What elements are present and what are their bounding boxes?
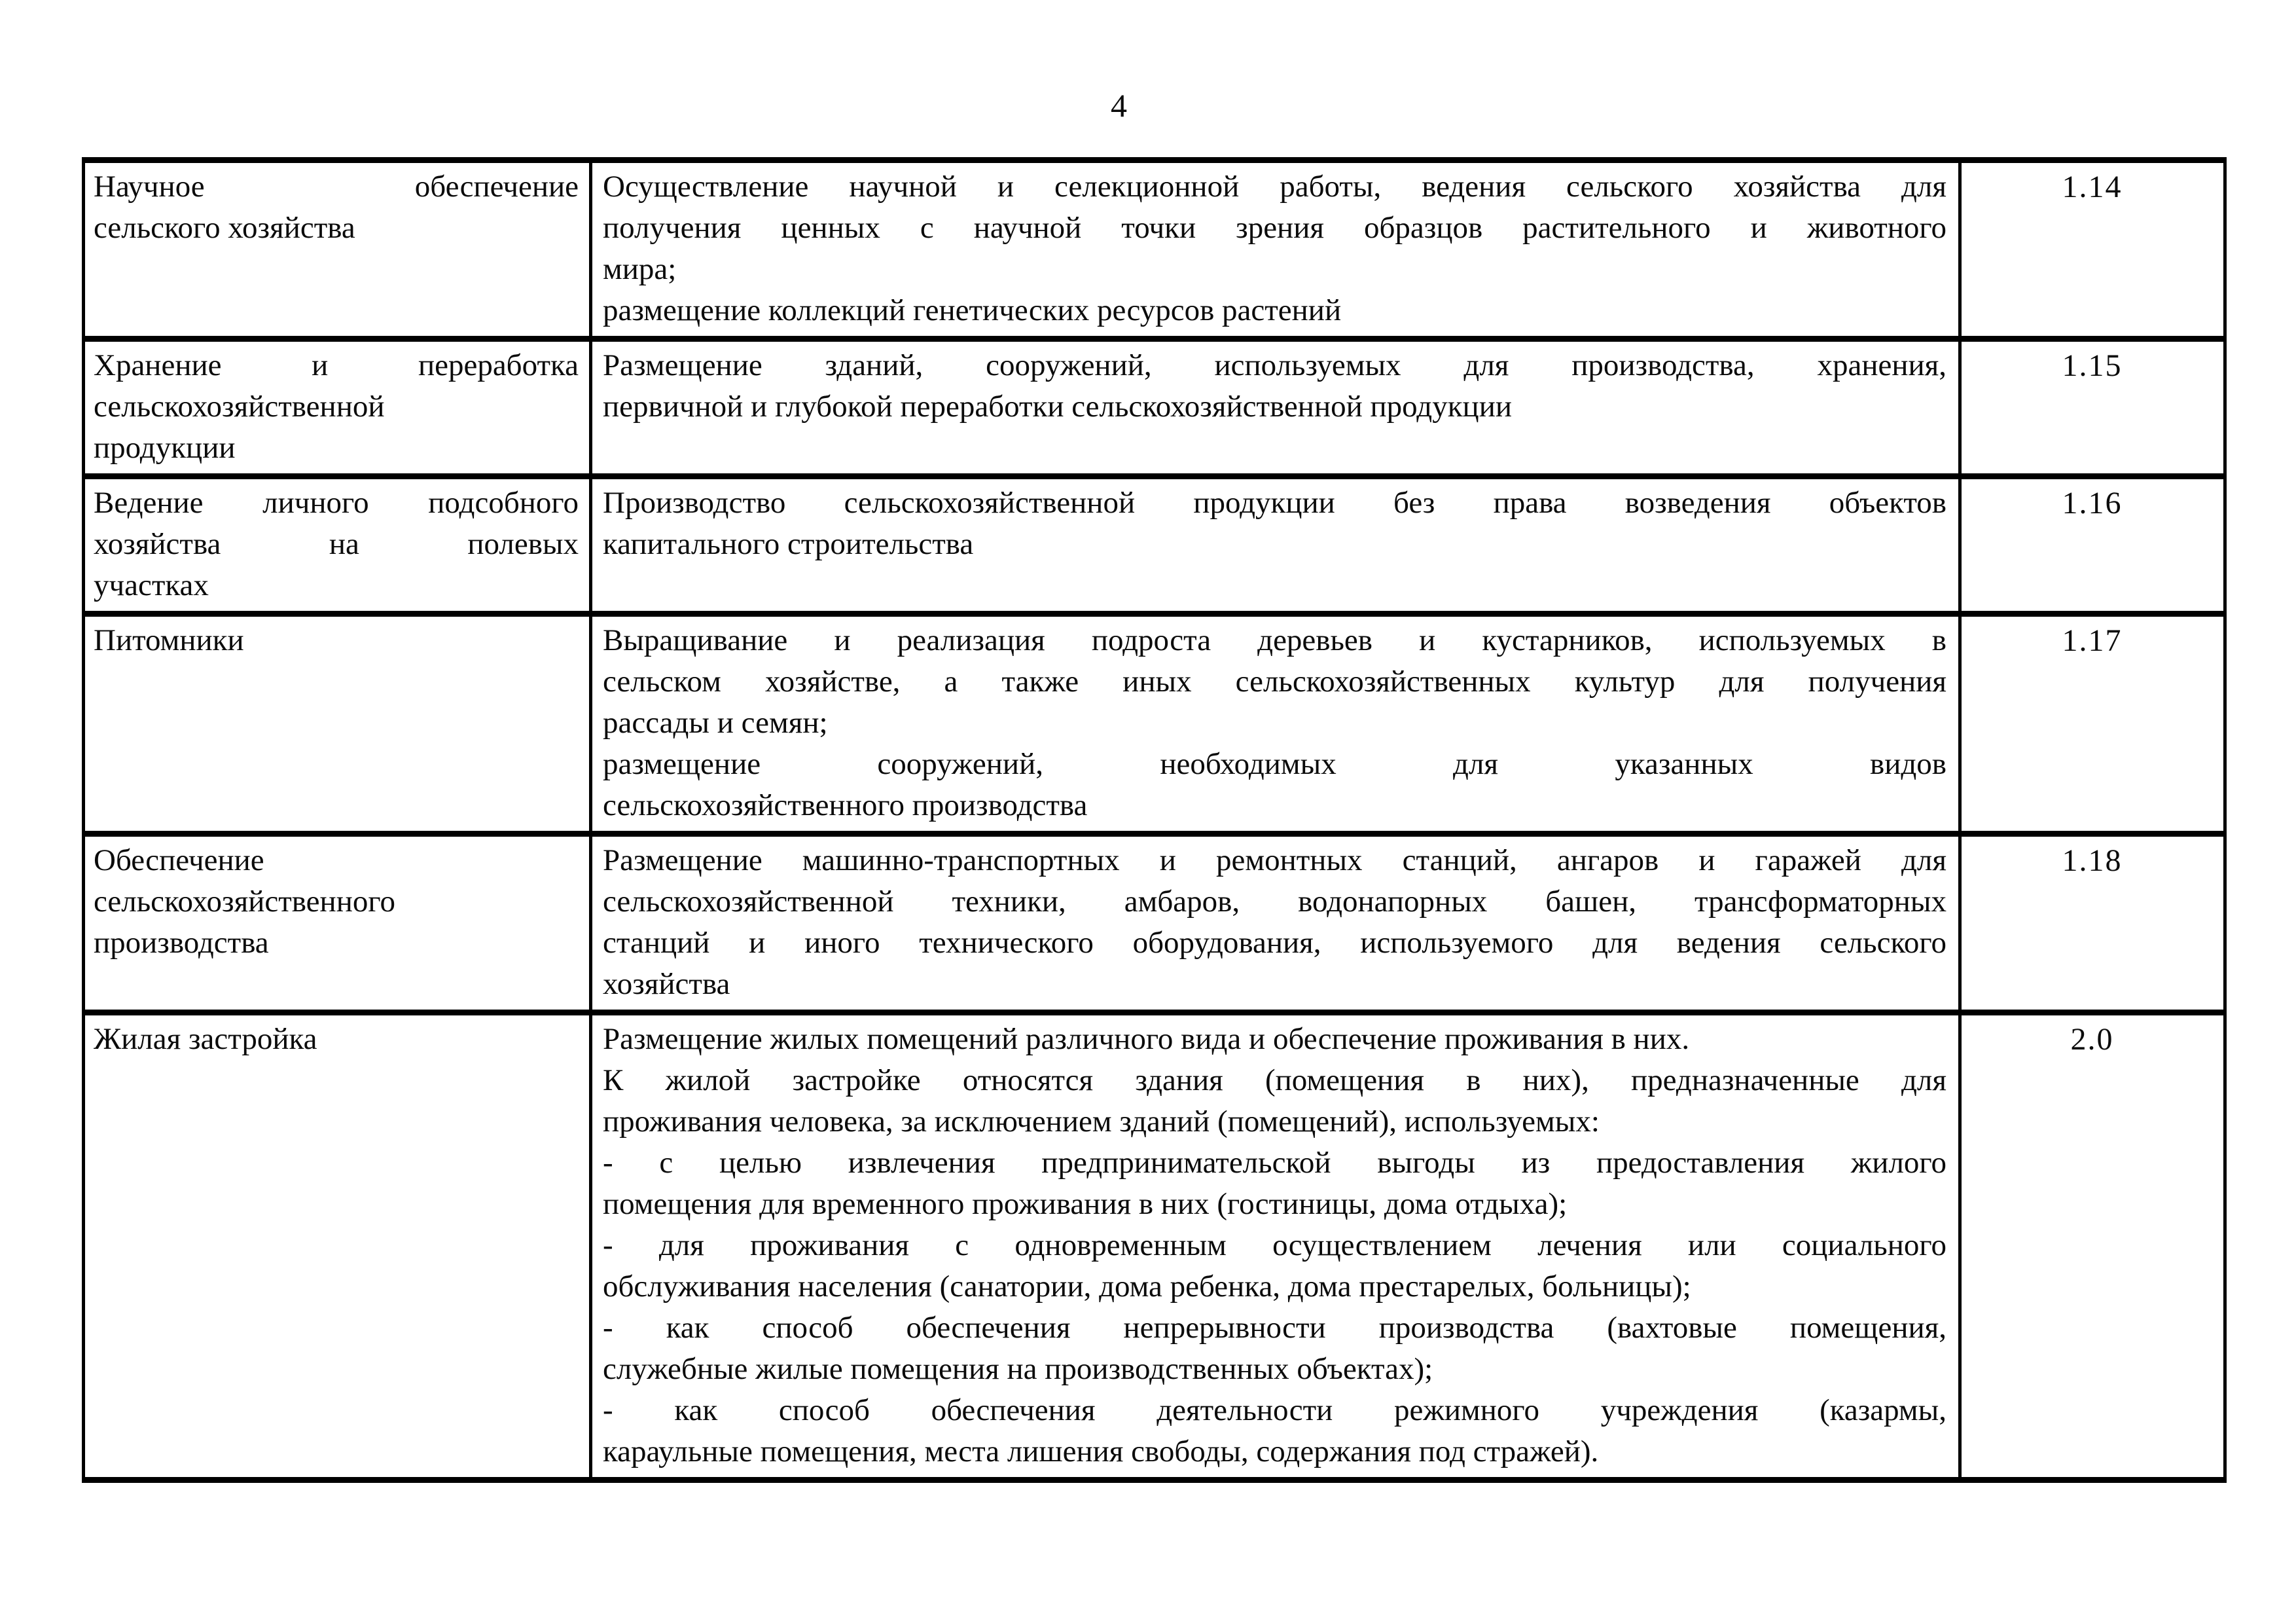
text-line: служебные жилые помещения на производственных объектах); bbox=[603, 1352, 1433, 1386]
cell-code: 2.0 bbox=[1960, 1013, 2225, 1480]
text-line: Размещение жилых помещений различного вида и обеспечение проживания в них. bbox=[603, 1022, 1690, 1056]
text-line: продукции bbox=[94, 431, 236, 465]
text-line: Ведение личного подсобного bbox=[94, 486, 579, 520]
cell-code: 1.14 bbox=[1960, 160, 2225, 339]
text-line: Размещение зданий, сооружений, используемых для производства, хранения, bbox=[603, 348, 1946, 382]
text-line: - с целью извлечения предпринимательской выгоды из предоставления жилого bbox=[603, 1146, 1946, 1180]
cell-code: 1.15 bbox=[1960, 339, 2225, 477]
cell-code: 1.16 bbox=[1960, 477, 2225, 614]
text-line: первичной и глубокой переработки сельскохозяйственной продукции bbox=[603, 390, 1513, 424]
text-line: помещения для временного проживания в них (гостиницы, дома отдыха); bbox=[603, 1187, 1568, 1221]
cell-category-name bbox=[84, 339, 591, 477]
table-row bbox=[84, 160, 2225, 339]
text-line: рассады и семян; bbox=[603, 706, 828, 740]
text-line: Осуществление научной и селекционной работы, ведения сельского хозяйства для bbox=[603, 170, 1946, 204]
cell-category-name bbox=[84, 477, 591, 614]
cell-description bbox=[591, 834, 1960, 1013]
table-body bbox=[84, 160, 2225, 1480]
text-line: Производство сельскохозяйственной продукции без права возведения объектов bbox=[603, 486, 1946, 520]
text-line: - для проживания с одновременным осуществлением лечения или социального bbox=[603, 1228, 1946, 1262]
table-row bbox=[84, 834, 2225, 1013]
text-line: Жилая застройка bbox=[94, 1022, 317, 1056]
cell-description bbox=[591, 614, 1960, 834]
cell-description bbox=[591, 339, 1960, 477]
text-line: Выращивание и реализация подроста деревьев и кустарников, используемых в bbox=[603, 623, 1946, 657]
land-use-classification-table bbox=[82, 157, 2227, 1483]
text-line: размещение сооружений, необходимых для указанных видов bbox=[603, 747, 1946, 781]
text-line: участках bbox=[94, 568, 209, 602]
text-line: сельского хозяйства bbox=[94, 211, 355, 245]
cell-code: 1.17 bbox=[1960, 614, 2225, 834]
cell-category-name bbox=[84, 614, 591, 834]
table-row bbox=[84, 614, 2225, 834]
text-line: станций и иного технического оборудования, используемого для ведения сельского bbox=[603, 926, 1946, 960]
cell-category-name bbox=[84, 1013, 591, 1480]
text-line: сельскохозяйственной техники, амбаров, водонапорных башен, трансформаторных bbox=[603, 884, 1946, 919]
cell-code: 1.18 bbox=[1960, 834, 2225, 1013]
text-line: размещение коллекций генетических ресурсов растений bbox=[603, 293, 1342, 327]
text-line: получения ценных с научной точки зрения образцов растительного и животного bbox=[603, 211, 1946, 245]
text-line: сельскохозяйственного производства bbox=[603, 788, 1088, 822]
text-line: Хранение и переработка bbox=[94, 348, 579, 382]
text-line: хозяйства bbox=[603, 967, 730, 1001]
text-line: - как способ обеспечения деятельности режимного учреждения (казармы, bbox=[603, 1393, 1946, 1427]
text-line: обслуживания населения (санатории, дома ребенка, дома престарелых, больницы); bbox=[603, 1269, 1691, 1304]
text-line: капитального строительства bbox=[603, 527, 974, 561]
text-line: сельскохозяйственного bbox=[94, 884, 395, 919]
table-row bbox=[84, 1013, 2225, 1480]
text-line: - как способ обеспечения непрерывности производства (вахтовые помещения, bbox=[603, 1311, 1946, 1345]
cell-description bbox=[591, 160, 1960, 339]
text-line: сельскохозяйственной bbox=[94, 390, 385, 424]
table-row bbox=[84, 477, 2225, 614]
text-line: проживания человека, за исключением зданий (помещений), используемых: bbox=[603, 1104, 1600, 1139]
text-line: хозяйства на полевых bbox=[94, 527, 579, 561]
text-line: сельском хозяйстве, а также иных сельскохозяйственных культур для получения bbox=[603, 665, 1946, 699]
text-line: Научное обеспечение bbox=[94, 170, 579, 204]
text-line: производства bbox=[94, 926, 269, 960]
table-row bbox=[84, 339, 2225, 477]
cell-category-name bbox=[84, 834, 591, 1013]
text-line: Размещение машинно-транспортных и ремонтных станций, ангаров и гаражей для bbox=[603, 843, 1946, 877]
text-line: караульные помещения, места лишения свободы, содержания под стражей). bbox=[603, 1434, 1599, 1468]
text-line: Питомники bbox=[94, 623, 244, 657]
cell-description bbox=[591, 477, 1960, 614]
cell-description bbox=[591, 1013, 1960, 1480]
page-number: 4 bbox=[1111, 87, 1128, 124]
text-line: Обеспечение bbox=[94, 843, 264, 877]
text-line: мира; bbox=[603, 252, 677, 286]
text-line: К жилой застройке относятся здания (помещения в них), предназначенные для bbox=[603, 1063, 1946, 1097]
cell-category-name bbox=[84, 160, 591, 339]
